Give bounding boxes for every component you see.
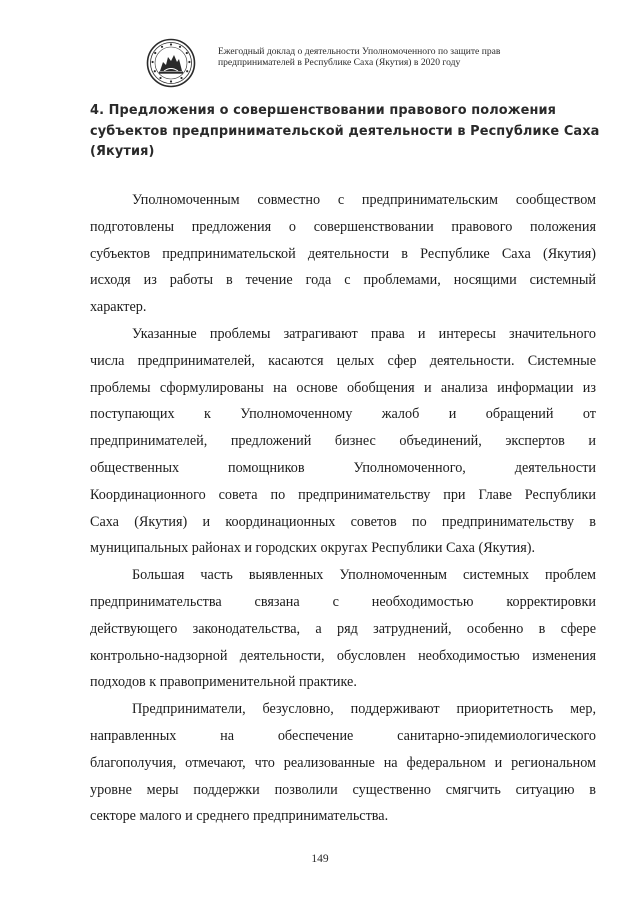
section-title: [90, 101, 600, 163]
text-line: числа предпринимателей, касаются целых сфер деятельности. Системные: [90, 352, 596, 369]
text-line: предпринимателей, предложений бизнес объединений, экспертов и: [90, 433, 596, 450]
text-line: уровне меры поддержки позволили существенно смягчить ситуацию в: [90, 781, 596, 798]
text-line: подходов к правоприменительной практике.: [90, 674, 357, 691]
yakutia-emblem-icon: [146, 38, 196, 88]
running-header-text: [218, 46, 578, 69]
header-line-1: Ежегодный доклад о деятельности Уполномоченного по защите прав: [218, 46, 501, 57]
text-line: проблемы сформулированы на основе обобщения и анализа информации из: [90, 379, 596, 396]
text-line: контрольно-надзорной деятельности, обусловлен необходимостью изменения: [90, 647, 596, 664]
text-line: действующего законодательства, а ряд затруднений, особенно в сфере: [90, 620, 596, 637]
text-line: Уполномоченным совместно с предпринимательским сообществом: [132, 192, 596, 208]
text-line: муниципальных районах и городских округах Республики Саха (Якутия).: [90, 540, 536, 557]
text-line: благополучия, отмечают, что реализованные на федеральном и региональном: [90, 754, 596, 771]
body-text: [90, 187, 596, 830]
section-title-line-1: 4. Предложения о совершенствовании правового положения: [90, 103, 557, 118]
text-line: Саха (Якутия) и координационных советов по предпринимательству в: [90, 513, 596, 530]
text-line: субъектов предпринимательской деятельности в Республике Саха (Якутия): [90, 245, 596, 262]
page-header: [146, 38, 566, 90]
header-line-2: предпринимателей в Республике Саха (Якутия) в 2020 году: [218, 57, 461, 69]
text-line: Координационного совета по предпринимательству при Главе Республики: [90, 486, 596, 503]
text-line: Большая часть выявленных Уполномоченным системных проблем: [132, 567, 596, 584]
text-line: секторе малого и среднего предпринимательства.: [90, 808, 389, 825]
text-line: направленных на обеспечение санитарно-эпидемиологического: [90, 727, 596, 744]
section-title-line-3: (Якутия): [90, 144, 155, 159]
text-line: предпринимательства связана с необходимостью корректировки: [90, 593, 596, 610]
text-line: Предприниматели, безусловно, поддерживают приоритетность мер,: [132, 701, 596, 718]
text-line: подготовлены предложения о совершенствовании правового положения: [90, 218, 596, 235]
text-line: исходя из работы в течение года с проблемами, носящими системный: [90, 272, 596, 289]
text-line: Указанные проблемы затрагивают права и интересы значительного: [132, 325, 596, 342]
page-number: 149: [311, 853, 329, 865]
paragraph: [90, 187, 596, 321]
text-line: общественных помощников Уполномоченного, деятельности: [90, 459, 596, 476]
paragraph: [90, 696, 596, 830]
section-title-line-2: субъектов предпринимательской деятельности в Республике Саха: [90, 123, 600, 139]
text-line: характер.: [90, 299, 147, 316]
text-line: поступающих к Уполномоченному жалоб и обращений от: [90, 406, 596, 423]
paragraph: [90, 562, 596, 696]
paragraph: [90, 321, 596, 562]
